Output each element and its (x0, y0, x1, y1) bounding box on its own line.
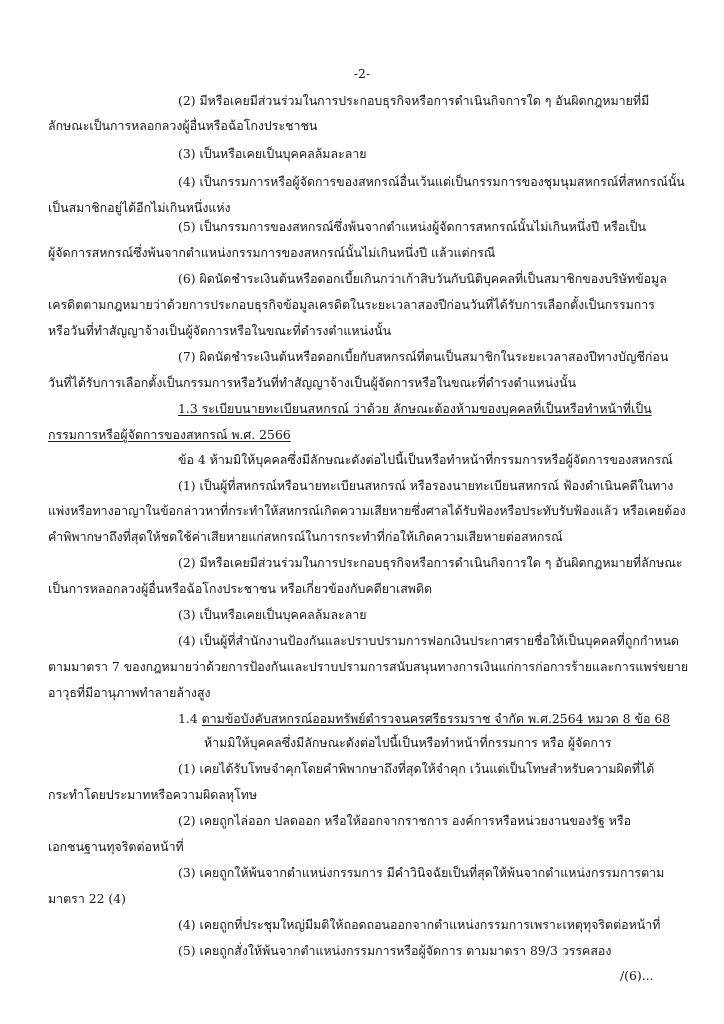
paragraph-line: (2) มีหรือเคยมีส่วนร่วมในการประกอบธุรกิจหรือการดำเนินกิจการใด ๆ อันผิดกฎหมายที่มี (178, 93, 650, 108)
paragraph-line: (4) เคยถูกที่ประชุมใหญ่มีมติให้ถอดถอนออกจากตำแหน่งกรรมการเพราะเหตุทุจริตต่อหน้าที่ (178, 917, 661, 932)
section-title: ตามข้อบังคับสหกรณ์ออมทรัพย์ตำรวจนครศรีธรรมราช จำกัด พ.ศ.2564 หมวด 8 ข้อ 68 (201, 711, 671, 726)
paragraph-line: (5) เป็นกรรมการของสหกรณ์ซึ่งพ้นจากตำแหน่งผู้จัดการสหกรณ์นั้นไม่เกินหนึ่งปี หรือเป็น (178, 219, 646, 234)
paragraph-line: ข้อ 4 ห้ามมิให้บุคคลซึ่งมีลักษณะดังต่อไปนี้เป็นหรือทำหน้าที่กรรมการหรือผู้จัดการของสหกรณ์ (178, 452, 673, 467)
paragraph-line: (2) มีหรือเคยมีส่วนร่วมในการประกอบธุรกิจหรือการดำเนินกิจการใด ๆ อันผิดกฎหมายที่ลักษณะ (178, 555, 683, 570)
paragraph-line: มาตรา 22 (4) (48, 891, 126, 906)
section-number: 1.4 (178, 711, 202, 726)
paragraph-line: (2) เคยถูกไล่ออก ปลดออก หรือให้ออกจากราชการ องค์การหรือหน่วยงานของรัฐ หรือ (178, 813, 632, 828)
paragraph-line: เป็นสมาชิกอยู่ได้อีกไม่เกินหนึ่งแห่ง (48, 200, 231, 215)
paragraph-line: (3) เคยถูกให้พ้นจากตำแหน่งกรรมการ มีคำวินิจฉัยเป็นที่สุดให้พ้นจากตำแหน่งกรรมการตาม (178, 865, 665, 880)
paragraph-line: (7) ผิดนัดชำระเงินต้นหรือดอกเบี้ยกับสหกรณ์ที่ตนเป็นสมาชิกในระยะเวลาสองปีทางบัญชีก่อน (178, 349, 669, 364)
section-heading: กรรมการหรือผู้จัดการของสหกรณ์ พ.ศ. 2566 (48, 427, 291, 442)
paragraph-line: วันที่ได้รับการเลือกตั้งเป็นกรรมการหรือวันที่ทำสัญญาจ้างเป็นผู้จัดการหรือในขณะที่ดำรงตำแหน่งนั้น (48, 375, 577, 390)
continuation-marker: /(6)... (620, 968, 654, 983)
paragraph-line: (4) เป็นผู้ที่สำนักงานป้องกันและปราบปรามการฟอกเงินประกาศรายชื่อให้เป็นบุคคลที่ถูกกำหนด (178, 633, 679, 648)
paragraph-line: (3) เป็นหรือเคยเป็นบุคคลล้มละลาย (178, 146, 367, 161)
paragraph-line: (6) ผิดนัดชำระเงินต้นหรือดอกเบี้ยเกินกว่าเก้าสิบวันกับนิติบุคคลที่เป็นสมาชิกของบริษัทข้อมูล (178, 271, 667, 286)
paragraph-line: เป็นการหลอกลวงผู้อื่นหรือฉ้อโกงประชาชน หรือเกี่ยวข้องกับคดียาเสพติด (48, 581, 433, 596)
paragraph-line: ผู้จัดการสหกรณ์ซึ่งพ้นจากตำแหน่งกรรมการของสหกรณ์นั้นไม่เกินหนึ่งปี แล้วแต่กรณี (48, 245, 496, 260)
paragraph-line: (4) เป็นกรรมการหรือผู้จัดการของสหกรณ์อื่นเว้นแต่เป็นกรรมการของชุมนุมสหกรณ์ที่สหกรณ์นั้น (178, 174, 685, 189)
paragraph-line: กระทำโดยประมาทหรือความผิดลหุโทษ (48, 787, 258, 802)
paragraph-line: (3) เป็นหรือเคยเป็นบุคคลล้มละลาย (178, 607, 367, 622)
paragraph-line: (1) เคยได้รับโทษจำคุกโดยคำพิพากษาถึงที่สุดให้จำคุก เว้นแต่เป็นโทษสำหรับความผิดที่ได้ (178, 761, 655, 776)
paragraph-line: เครดิตตามกฎหมายว่าด้วยการประกอบธุรกิจข้อมูลเครดิตในระยะเวลาสองปีก่อนวันที่ได้รับการเลือกตั้งเป็นกรรมการ (48, 297, 655, 312)
paragraph-line: ห้ามมิให้บุคคลซึ่งมีลักษณะดังต่อไปนี้เป็นหรือทำหน้าที่กรรมการ หรือ ผู้จัดการ (204, 735, 612, 750)
paragraph-line: ลักษณะเป็นการหลอกลวงผู้อื่นหรือฉ้อโกงประชาชน (48, 118, 318, 133)
section-heading: 1.3 ระเบียบนายทะเบียนสหกรณ์ ว่าด้วย ลักษณะต้องห้ามของบุคคลที่เป็นหรือทำหน้าที่เป็น (178, 401, 652, 416)
section-heading (178, 711, 670, 727)
paragraph-line: (5) เคยถูกสั่งให้พ้นจากตำแหน่งกรรมการหรือผู้จัดการ ตามมาตรา 89/3 วรรคสอง (178, 943, 612, 958)
paragraph-line: คำพิพากษาถึงที่สุดให้ชดใช้ค่าเสียหายแก่สหกรณ์ในการกระทำที่ก่อให้เกิดความเสียหายต่อสหกรณ์ (48, 529, 563, 544)
paragraph-line: แพ่งหรือทางอาญาในข้อกล่าวหาที่กระทำให้สหกรณ์เกิดความเสียหายซึ่งศาลได้รับฟ้องหรือประทับรับฟ้องแล้ว หรือเคยต้อง (48, 503, 686, 518)
paragraph-line: เอกชนฐานทุจริตต่อหน้าที่ (48, 839, 184, 854)
paragraph-line: อาวุธที่มีอานุภาพทำลายล้างสูง (48, 685, 211, 700)
paragraph-line: ตามมาตรา 7 ของกฎหมายว่าด้วยการป้องกันและปราบปรามการสนับสนุนทางการเงินแก่การก่อการร้ายและการแพร่ขยาย (48, 659, 689, 674)
page-number: -2- (353, 66, 371, 81)
paragraph-line: หรือวันที่ทำสัญญาจ้างเป็นผู้จัดการหรือในขณะที่ดำรงตำแหน่งนั้น (48, 323, 392, 338)
paragraph-line: (1) เป็นผู้ที่สหกรณ์หรือนายทะเบียนสหกรณ์ หรือรองนายทะเบียนสหกรณ์ ฟ้องดำเนินคดีในทาง (178, 478, 674, 493)
